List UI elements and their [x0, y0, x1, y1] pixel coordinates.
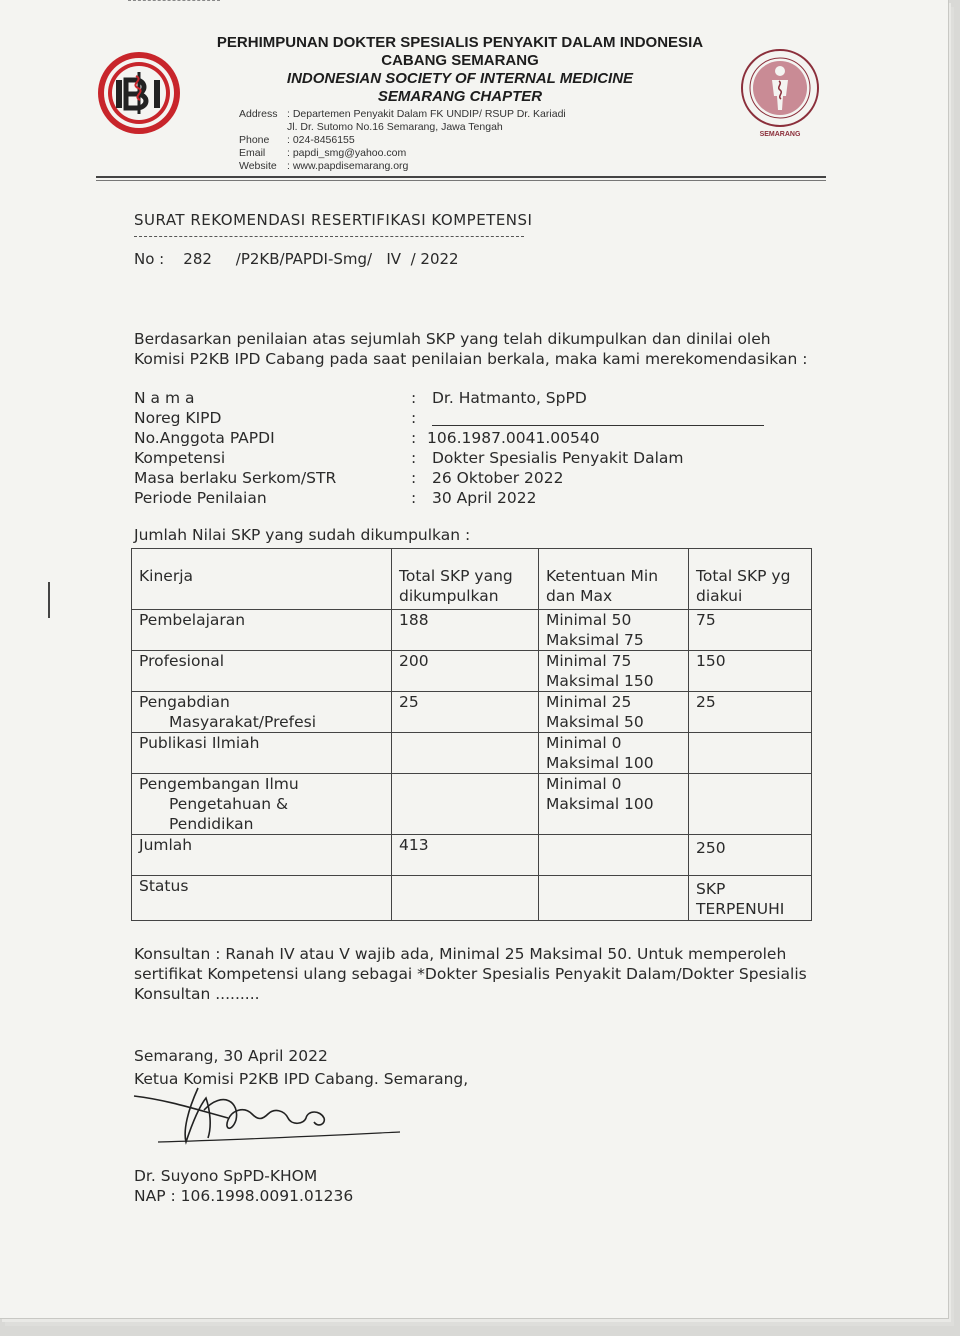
email-label: Email	[239, 147, 266, 159]
cell-kinerja: Pengembangan Ilmu Pengetahuan & Pendidikan	[132, 774, 392, 835]
signer-title: Ketua Komisi P2KB IPD Cabang. Semarang,	[134, 1070, 469, 1088]
field-colon: :	[411, 469, 417, 487]
field-colon: :	[411, 429, 417, 447]
signer-block	[134, 1166, 353, 1206]
cell-status-label: Status	[132, 876, 392, 921]
header-divider	[96, 176, 826, 178]
document-title: SURAT REKOMENDASI RESERTIFIKASI KOMPETENSI	[134, 211, 533, 229]
table-row	[132, 774, 812, 835]
recipient-fields	[134, 388, 774, 508]
cell-kinerja: Pengabdian Masyarakat/Prefesi	[132, 692, 392, 733]
field-row-periode	[134, 488, 774, 508]
cell-ketentuan: Minimal 0 Maksimal 100	[539, 733, 689, 774]
field-value: Dr. Hatmanto, SpPD	[432, 389, 587, 407]
field-label: Noreg KIPD	[134, 409, 222, 427]
cell-ketentuan: Minimal 50 Maksimal 75	[539, 610, 689, 651]
field-value: 106.1987.0041.00540	[427, 429, 600, 447]
org-name-en: INDONESIAN SOCIETY OF INTERNAL MEDICINE	[286, 70, 634, 87]
papdi-logo-icon	[96, 50, 182, 136]
cell-diakui: 150	[689, 651, 812, 692]
field-colon: :	[411, 489, 417, 507]
cell-diakui: 75	[689, 610, 812, 651]
cell-diakui	[689, 774, 812, 835]
margin-mark	[48, 582, 50, 618]
place-date: Semarang, 30 April 2022	[134, 1047, 328, 1065]
cell-ketentuan: Minimal 75 Maksimal 150	[539, 651, 689, 692]
address-line-1: : Departemen Penyakit Dalam FK UNDIP/ RSUP Dr. Kariadi	[287, 108, 566, 120]
phone-label: Phone	[239, 134, 270, 146]
cell-diakui	[689, 733, 812, 774]
table-caption: Jumlah Nilai SKP yang sudah dikumpulkan :	[134, 526, 471, 544]
cell-status-empty	[392, 876, 539, 921]
header-total-skp: Total SKP yang dikumpulkan	[392, 549, 539, 610]
field-label: Kompetensi	[134, 449, 226, 467]
intro-paragraph: Berdasarkan penilaian atas sejumlah SKP yang telah dikumpulkan dan dinilai oleh Komisi P2KB IPD Cabang pada saat penilaian berkala, maka kami merekomendasikan :	[134, 330, 808, 368]
table-row	[132, 610, 812, 651]
cell-jumlah-empty	[539, 835, 689, 876]
table-row	[132, 692, 812, 733]
field-row-anggota	[134, 428, 774, 448]
consultant-note: Konsultan : Ranah IV atau V wajib ada, Minimal 25 Maksimal 50. Untuk memperoleh sertifikat Kompetensi ulang sebagai *Dokter Spesialis Penyakit Dalam/Dokter Spesialis Konsultan .........	[134, 945, 807, 1003]
cell-jumlah-label: Jumlah	[132, 835, 392, 876]
email-value: : papdi_smg@yahoo.com	[287, 147, 407, 159]
address-line-2: Jl. Dr. Sutomo No.16 Semarang, Jawa Tengah	[287, 121, 503, 133]
field-value: Dokter Spesialis Penyakit Dalam	[432, 449, 684, 467]
scan-mark	[128, 0, 220, 4]
field-label: Periode Penilaian	[134, 489, 267, 507]
title-dashed-divider	[134, 236, 524, 237]
field-label: Masa berlaku Serkom/STR	[134, 469, 337, 487]
field-colon: :	[411, 389, 417, 407]
cell-total	[392, 733, 539, 774]
field-row-nama	[134, 388, 774, 408]
header-ketentuan: Ketentuan Min dan Max	[539, 549, 689, 610]
table-row	[132, 651, 812, 692]
header-diakui: Total SKP yg diakui	[689, 549, 812, 610]
field-row-masa-berlaku	[134, 468, 774, 488]
cell-kinerja: Publikasi Ilmiah	[132, 733, 392, 774]
website-label: Website	[239, 160, 277, 172]
skp-table	[131, 548, 812, 921]
contact-block	[239, 108, 566, 173]
org-name-id: PERHIMPUNAN DOKTER SPESIALIS PENYAKIT DALAM INDONESIA	[216, 34, 704, 51]
field-label: No.Anggota PAPDI	[134, 429, 275, 447]
website-value: : www.papdisemarang.org	[287, 160, 409, 172]
table-row-status	[132, 876, 812, 921]
cell-jumlah-diakui: 250	[689, 835, 812, 876]
header-divider-thin	[96, 180, 826, 181]
cell-total: 200	[392, 651, 539, 692]
signer-name: Dr. Suyono SpPD-KHOM	[134, 1167, 318, 1185]
semarang-chapter-logo-icon	[737, 48, 823, 138]
field-row-noreg	[134, 408, 774, 428]
cell-status-value: SKP TERPENUHI	[689, 876, 812, 921]
blank-underline	[432, 425, 764, 426]
cell-total: 25	[392, 692, 539, 733]
table-row	[132, 733, 812, 774]
cell-ketentuan: Minimal 0 Maksimal 100	[539, 774, 689, 835]
cell-diakui: 25	[689, 692, 812, 733]
org-branch-id: CABANG SEMARANG	[381, 52, 539, 69]
document-number: No : 282 /P2KB/PAPDI-Smg/ IV / 2022	[134, 250, 459, 268]
cell-ketentuan: Minimal 25 Maksimal 50	[539, 692, 689, 733]
org-branch-en: SEMARANG CHAPTER	[377, 88, 543, 105]
phone-value: : 024-8456155	[287, 134, 355, 146]
field-value: 26 Oktober 2022	[432, 469, 564, 487]
cell-total	[392, 774, 539, 835]
cell-status-empty	[539, 876, 689, 921]
svg-text:SEMARANG: SEMARANG	[759, 131, 801, 138]
field-colon: :	[411, 449, 417, 467]
signature	[128, 1080, 408, 1152]
cell-jumlah-total: 413	[392, 835, 539, 876]
field-row-kompetensi	[134, 448, 774, 468]
field-label: N a m a	[134, 389, 195, 407]
field-colon: :	[411, 409, 417, 427]
address-label: Address	[239, 108, 278, 120]
table-row-jumlah	[132, 835, 812, 876]
cell-kinerja: Pembelajaran	[132, 610, 392, 651]
field-value: 30 April 2022	[432, 489, 537, 507]
header-kinerja: Kinerja	[132, 549, 392, 610]
signer-nap: NAP : 106.1998.0091.01236	[134, 1187, 354, 1205]
cell-total: 188	[392, 610, 539, 651]
table-header-row	[132, 549, 812, 610]
cell-kinerja: Profesional	[132, 651, 392, 692]
